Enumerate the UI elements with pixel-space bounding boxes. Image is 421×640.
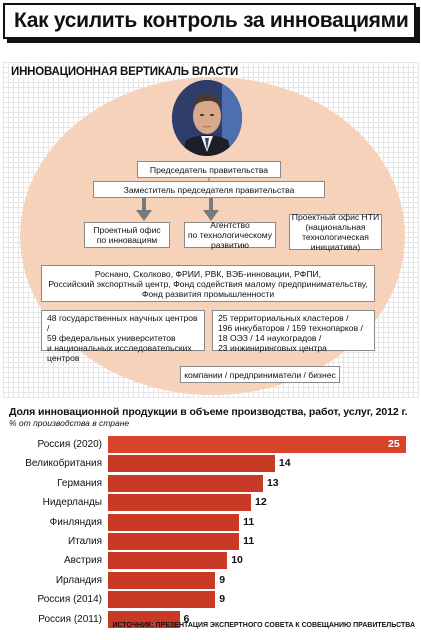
data-label: 11 [243, 515, 255, 528]
chart-subtitle: % от производства в стране [9, 418, 130, 428]
innovation-office-box: Проектный офис по инновациям [84, 222, 170, 248]
category-label: Россия (2011) [38, 613, 102, 625]
category-label: Нидерланды [42, 497, 102, 509]
bar [108, 455, 275, 472]
bar [108, 475, 263, 492]
category-label: Италия [67, 536, 102, 547]
asi-box: Агентство по технологическому развитию [184, 222, 276, 248]
data-label: 13 [266, 476, 279, 489]
category-label: Германия [57, 477, 102, 489]
chairman-box: Председатель правительства [137, 161, 281, 178]
chart-title: Доля инновационной продукции в объеме производства, работ, услуг, 2012 г. [9, 406, 408, 418]
bar [108, 494, 251, 511]
bar [108, 572, 215, 589]
bar [108, 514, 239, 531]
category-label: Финляндия [49, 516, 102, 528]
business-box: компании / предприниматели / бизнес [180, 366, 340, 383]
category-label: Россия (2020) [37, 439, 102, 450]
data-label: 11 [243, 535, 255, 547]
category-label: Великобритания [25, 458, 102, 470]
category-label: Россия (2014) [37, 594, 102, 606]
nti-office-box: Проектный офис НТИ (национальная технологическая инициатива) [289, 214, 382, 250]
deputy-box: Заместитель председателя правительства [93, 181, 325, 198]
category-label: Австрия [63, 555, 102, 567]
bar [108, 552, 227, 569]
data-label: 12 [255, 496, 267, 509]
bar [108, 533, 239, 550]
category-label: Ирландия [55, 574, 102, 586]
universities-box: 48 госудaрственных научных центров / 59 федеральных университетов и национальных исследовательских центров [41, 310, 205, 351]
data-label: 9 [219, 593, 226, 606]
data-label: 10 [231, 554, 243, 567]
data-label: 14 [278, 457, 291, 470]
bar [108, 591, 215, 608]
data-label: 25 [388, 438, 400, 450]
development-institutions-box: Роснано, Сколково, ФРИИ, РВК, ВЭБ-инновации, РФПИ, Российский экспортный центр, Фонд содействия малому предпринимательству, Фонд развития промышленности [41, 265, 375, 302]
clusters-box: 25 территориальных кластеров / 196 инкубаторов / 159 технопарков / 18 ОЭЗ / 14 наукоградов / 23 инжиниринговых центра [212, 310, 375, 351]
source-note: ИСТОЧНИК: ПРЕЗЕНТАЦИЯ ЭКСПЕРТНОГО СОВЕТА К СОВЕЩАНИЮ ПРАВИТЕЛЬСТВА [112, 622, 415, 629]
page-title: Как усилить контроль за инновациями [14, 9, 409, 32]
data-label: 6 [183, 612, 190, 625]
bar [108, 436, 406, 453]
section-label: ИННОВАЦИОННАЯ ВЕРТИКАЛЬ ВЛАСТИ [11, 66, 239, 78]
data-label: 9 [219, 573, 226, 586]
